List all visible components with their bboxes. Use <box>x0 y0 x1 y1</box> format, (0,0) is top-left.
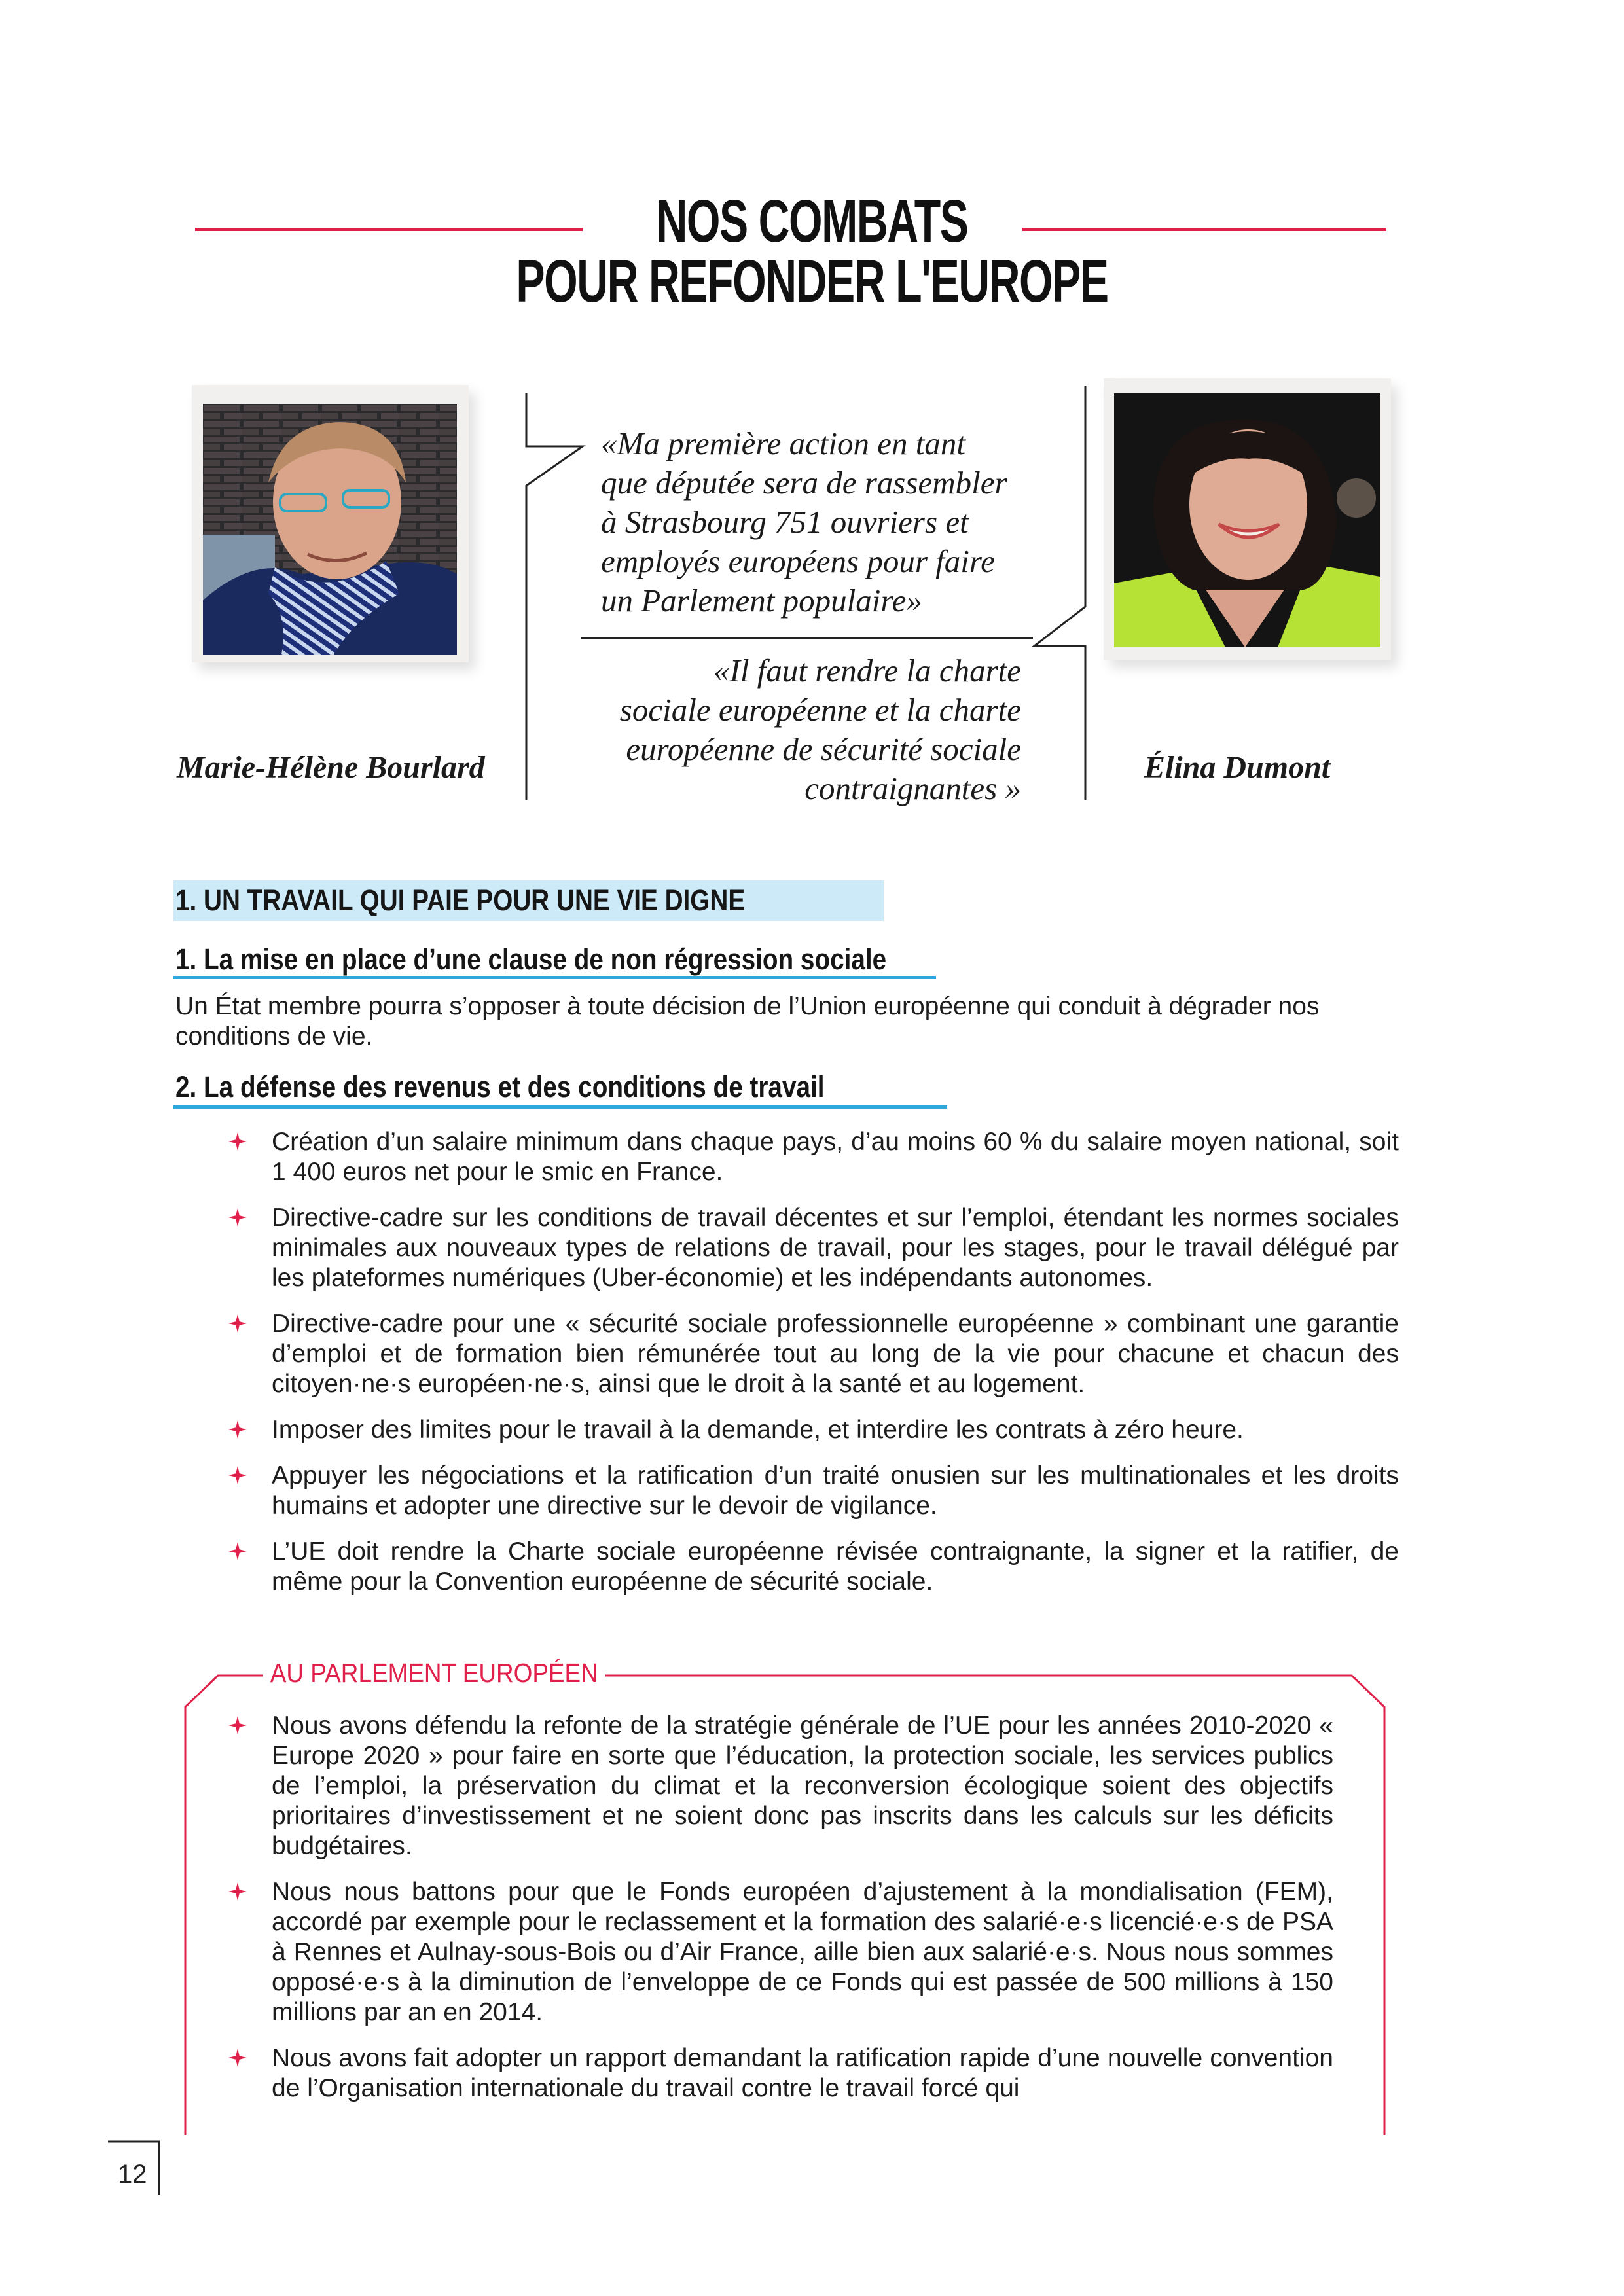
star-bullet-icon <box>228 1466 247 1484</box>
quote-line: «Ma première action en tant <box>601 425 966 461</box>
profile-name-bourlard: Marie-Hélène Bourlard <box>177 750 485 785</box>
quote-line: sociale européenne et la charte <box>619 692 1021 728</box>
profile-name-dumont: Élina Dumont <box>1144 750 1331 785</box>
bullet-text: Directive-cadre pour une « sécurité sociale professionnelle européenne » combinant une garantie d’emploi et de formation bien rémunérée tout au long de la vie pour chacune et chacun des citoyen·ne·s européen·ne·s, ainsi que le droit à la santé et au logement. <box>272 1310 1399 1398</box>
section-title: 1. UN TRAVAIL QUI PAIE POUR UNE VIE DIGNE <box>175 884 746 917</box>
quote-bourlard <box>601 424 1007 620</box>
bullet-text: Nous avons fait adopter un rapport demandant la ratification rapide d’une nouvelle convention de l’Organisation internationale du travail contre le travail forcé qui <box>272 2044 1333 2102</box>
list-item <box>272 1127 1399 1187</box>
subsection-underline-1 <box>173 976 936 979</box>
quote-line: un Parlement populaire» <box>601 583 922 619</box>
star-bullet-icon <box>228 1882 247 1901</box>
list-item <box>272 1203 1399 1293</box>
bullet-text: L’UE doit rendre la Charte sociale européenne révisée contraignante, la signer et la ratifier, de même pour la Convention européenne de sécurité sociale. <box>272 1537 1399 1596</box>
bullet-text: Nous avons défendu la refonte de la stratégie générale de l’UE pour les années 2010-2020 « Europe 2020 » pour faire en sorte que l’éducation, la protection sociale, les services publics de l’emploi, la préservation du climat et la reconversion écologique soient des objectifs prioritaires d’investissement et ne soient donc pas inscrits dans les calculs sur les déficits budgétaires. <box>272 1712 1333 1860</box>
bullet-text: Nous nous battons pour que le Fonds européen d’ajustement à la mondialisation (FEM), accordé par exemple pour le reclassement et la formation des salarié·e·s licencié·e·s de PSA à Rennes et Aulnay-sous-Bois ou d’Air France, aille bien aux salarié·e·s. Nous nous sommes opposé·e·s à la diminution de l’enveloppe de ce Fonds qui est passée de 500 millions à 150 millions par an en 2014. <box>272 1878 1333 2026</box>
right-quote-bracket <box>1034 386 1085 800</box>
quote-line: contraignantes » <box>804 770 1021 806</box>
list-item <box>272 1877 1333 2028</box>
quote-dumont <box>576 651 1021 808</box>
star-bullet-icon <box>228 1420 247 1439</box>
star-bullet-icon <box>228 2049 247 2067</box>
quote-line: «Il faut rendre la charte <box>713 653 1021 689</box>
quote-line: que députée sera de rassembler <box>601 465 1007 501</box>
bullet-text: Appuyer les négociations et la ratification d’un traité onusien sur les multinationales et les droits humains et adopter une directive sur le devoir de vigilance. <box>272 1462 1399 1520</box>
subsection-title-1: 1. La mise en place d’une clause de non régression sociale <box>175 942 887 976</box>
bullet-list-parlement <box>272 1711 1333 2104</box>
list-item <box>272 2043 1333 2104</box>
parliament-box-label: AU PARLEMENT EUROPÉEN <box>263 1658 605 1689</box>
bullet-text: Création d’un salaire minimum dans chaque pays, d’au moins 60 % du salaire moyen national, soit 1 400 euros net pour le smic en France. <box>272 1128 1399 1186</box>
list-item <box>272 1309 1399 1399</box>
star-bullet-icon <box>228 1208 247 1227</box>
quote-line: européenne de sécurité sociale <box>626 731 1021 767</box>
list-item <box>272 1415 1399 1445</box>
bullet-list-revenus <box>272 1127 1399 1597</box>
quote-line: employés européens pour faire <box>601 543 995 579</box>
star-bullet-icon <box>228 1716 247 1734</box>
star-bullet-icon <box>228 1132 247 1151</box>
subsection-underline-2 <box>173 1105 947 1109</box>
bullet-text: Directive-cadre sur les conditions de travail décentes et sur l’emploi, étendant les normes sociales minimales aux nouveaux types de relations de travail, pour les stages, pour le travail délégué par les plateformes numériques (Uber-économie) et les indépendants autonomes. <box>272 1204 1399 1292</box>
page-title-line-2: POUR REFONDER L'EUROPE <box>516 248 1108 315</box>
list-item <box>272 1537 1399 1597</box>
star-bullet-icon <box>228 1542 247 1560</box>
subsection-title-2: 2. La défense des revenus et des conditions de travail <box>175 1070 825 1103</box>
quote-divider <box>581 637 1033 639</box>
star-bullet-icon <box>228 1314 247 1333</box>
subsection-text-1: Un État membre pourra s’opposer à toute décision de l’Union européenne qui conduit à dégrader nos conditions de vie. <box>175 992 1320 1050</box>
list-item <box>272 1461 1399 1521</box>
page-number: 12 <box>118 2160 147 2189</box>
left-quote-bracket <box>526 393 583 800</box>
page-title-line-1: NOS COMBATS <box>656 188 968 255</box>
list-item <box>272 1711 1333 1861</box>
bullet-text: Imposer des limites pour le travail à la demande, et interdire les contrats à zéro heure. <box>272 1416 1244 1444</box>
quote-line: à Strasbourg 751 ouvriers et <box>601 504 969 540</box>
